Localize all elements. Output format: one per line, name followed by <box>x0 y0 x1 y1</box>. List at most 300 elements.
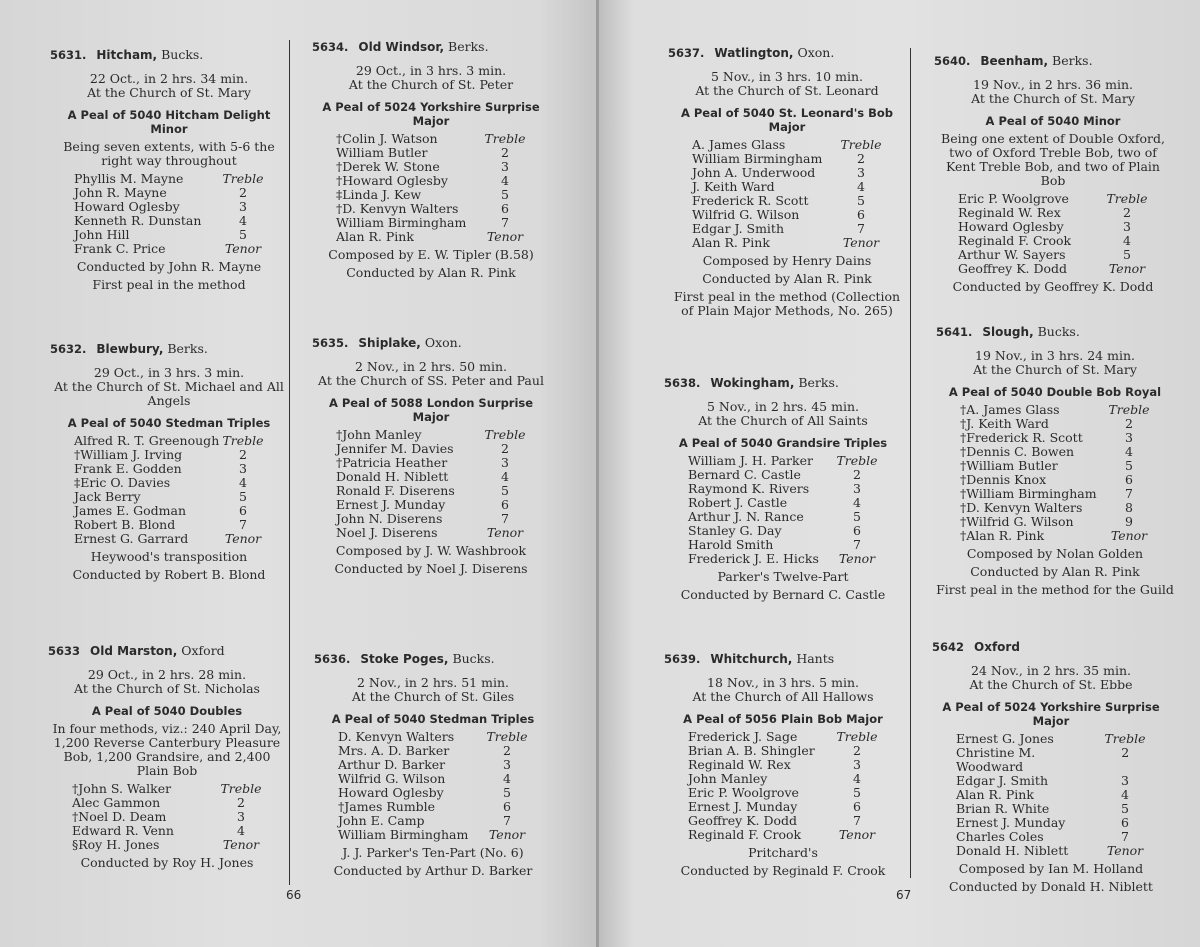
ringer-row <box>72 824 262 838</box>
ringer-name: Mrs. A. D. Barker <box>338 743 450 758</box>
peal-footnote: Composed by E. W. Tipler (B.58) <box>328 247 534 262</box>
ringer-row <box>336 132 526 146</box>
ringer-row <box>74 228 264 242</box>
ringer-name: D. Kenvyn Walters <box>338 729 455 744</box>
peal-footnote: Composed by Ian M. Holland <box>958 861 1144 876</box>
bell-position: 2 <box>501 441 509 456</box>
bell-position: Treble <box>220 781 262 796</box>
peal-heading <box>50 48 288 62</box>
ringer-name: John Manley <box>688 771 768 786</box>
bell-position: Treble <box>1106 191 1148 206</box>
ringer-name: Reginald F. Crook <box>958 233 1072 248</box>
ringer-list <box>74 434 288 546</box>
peal-date: 2 Nov., in 2 hrs. 51 min. <box>357 675 509 690</box>
bell-position: 6 <box>1125 472 1133 487</box>
ringer-name: John E. Camp <box>338 813 425 828</box>
ringer-name: †Frederick R. Scott <box>960 430 1083 445</box>
peal-church: At the Church of St. Ebbe <box>969 677 1133 692</box>
peal-record <box>932 640 1170 894</box>
peal-place: Wokingham, <box>710 376 795 390</box>
bell-position: 5 <box>853 785 861 800</box>
ringer-name: Edgar J. Smith <box>692 221 785 236</box>
ringer-name: Jack Berry <box>74 489 141 504</box>
peal-footnote: Conducted by John R. Mayne <box>76 259 262 274</box>
ringer-name: Charles Coles <box>956 829 1044 844</box>
bell-position: 4 <box>501 173 509 188</box>
ringer-name: ‡Linda J. Kew <box>336 187 422 202</box>
bell-position: 5 <box>503 785 511 800</box>
ringer-row <box>692 194 882 208</box>
ringer-row <box>688 538 878 552</box>
ringer-name: †Colin J. Watson <box>336 131 438 146</box>
peal-record <box>312 40 550 280</box>
ringer-row <box>336 216 526 230</box>
ringer-row <box>688 814 878 828</box>
peal-date: 29 Oct., in 3 hrs. 3 min. <box>355 63 507 78</box>
peal-footnote: First peal in the method for the Guild <box>936 582 1174 597</box>
ringer-name: Jennifer M. Davies <box>336 441 454 456</box>
peal-church: At the Church of All Saints <box>698 413 868 428</box>
ringer-row <box>336 470 526 484</box>
ringer-name: Donald H. Niblett <box>336 469 449 484</box>
ringer-name: A. James Glass <box>692 137 786 152</box>
ringer-row <box>74 448 264 462</box>
bell-position: 3 <box>239 461 247 476</box>
ringer-row <box>338 786 528 800</box>
ringer-row <box>956 802 1146 816</box>
ringer-name: William Birmingham <box>336 215 467 230</box>
ringer-row <box>338 814 528 828</box>
peal-heading <box>314 652 552 666</box>
ringer-list <box>956 732 1170 858</box>
ringer-row <box>692 166 882 180</box>
peal-record <box>314 652 552 878</box>
peal-date: 18 Nov., in 3 hrs. 5 min. <box>707 675 859 690</box>
ringer-name: Arthur W. Sayers <box>958 247 1066 262</box>
peal-record <box>50 342 288 582</box>
bell-position: 3 <box>857 165 865 180</box>
bell-position: Treble <box>484 131 526 146</box>
ringer-list <box>688 454 902 566</box>
peal-number: 5634. <box>312 40 349 54</box>
ringer-name: John N. Diserens <box>336 511 443 526</box>
bell-position: Tenor <box>1108 261 1146 276</box>
ringer-list <box>692 138 906 250</box>
peal-footnote: Conducted by Donald H. Niblett <box>949 879 1153 894</box>
ringer-row <box>74 242 264 256</box>
peal-county: Bucks. <box>448 651 495 666</box>
ringer-row <box>960 459 1150 473</box>
peal-footnote: Parker's Twelve-Part <box>717 569 849 584</box>
ringer-row <box>338 800 528 814</box>
bell-position: 3 <box>239 199 247 214</box>
peal-county: Berks. <box>794 375 839 390</box>
peal-heading <box>312 336 550 350</box>
ringer-row <box>958 262 1148 276</box>
ringer-row <box>692 152 882 166</box>
peal-record <box>664 376 902 602</box>
peal-footnote: Conducted by Roy H. Jones <box>80 855 254 870</box>
ringer-row <box>960 473 1150 487</box>
bell-position: 4 <box>503 771 511 786</box>
peal-place: Old Windsor, <box>358 40 445 54</box>
peal-number: 5631. <box>50 48 87 62</box>
ringer-row <box>688 510 878 524</box>
peal-footnote: First peal in the method <box>92 277 246 292</box>
peal-title: A Peal of 5040 Minor <box>985 114 1121 128</box>
ringer-row <box>960 445 1150 459</box>
peal-footnote: Conducted by Alan R. Pink <box>702 271 872 286</box>
bell-position: 4 <box>1125 444 1133 459</box>
ringer-name: Reginald W. Rex <box>688 757 791 772</box>
peal-place: Oxford <box>974 640 1020 654</box>
peal-date: 24 Nov., in 2 hrs. 35 min. <box>971 663 1131 678</box>
ringer-row <box>688 552 878 566</box>
bell-position: Treble <box>486 729 528 744</box>
ringer-row <box>336 146 526 160</box>
peal-date: 5 Nov., in 3 hrs. 10 min. <box>711 69 863 84</box>
bell-position: Treble <box>836 453 878 468</box>
peal-church: At the Church of St. Giles <box>351 689 515 704</box>
ringer-name: Alec Gammon <box>72 795 161 810</box>
peal-place: Hitcham, <box>96 48 158 62</box>
ringer-row <box>336 498 526 512</box>
peal-title: A Peal of 5040 Grandsire Triples <box>678 436 888 450</box>
ringer-name: †Derek W. Stone <box>336 159 440 174</box>
bell-position: 6 <box>857 207 865 222</box>
peal-county: Oxon. <box>420 335 462 350</box>
peal-county: Berks. <box>163 341 208 356</box>
ringer-name: Howard Oglesby <box>74 199 180 214</box>
ringer-list <box>74 172 288 256</box>
bell-position: 4 <box>853 495 861 510</box>
ringer-name: Alan R. Pink <box>336 229 414 244</box>
peal-church: At the Church of St. Peter <box>348 77 514 92</box>
ringer-row <box>688 468 878 482</box>
bell-position: 7 <box>239 517 247 532</box>
peal-footnote: Conducted by Alan R. Pink <box>346 265 516 280</box>
ringer-name: Wilfrid G. Wilson <box>338 771 446 786</box>
peal-church: At the Church of SS. Peter and Paul <box>318 373 544 388</box>
ringer-row <box>74 504 264 518</box>
ringer-name: Ernest J. Munday <box>956 815 1066 830</box>
ringer-name: †William Butler <box>960 458 1058 473</box>
ringer-row <box>956 746 1146 774</box>
ringer-name: Frank C. Price <box>74 241 166 256</box>
peal-place: Stoke Poges, <box>360 652 449 666</box>
peal-date: 22 Oct., in 2 hrs. 34 min. <box>89 71 249 86</box>
ringer-row <box>958 248 1148 262</box>
peal-title: A Peal of 5040 Doubles <box>91 704 243 718</box>
bell-position: 5 <box>501 483 509 498</box>
bell-position: Tenor <box>224 241 262 256</box>
ringer-row <box>958 192 1148 206</box>
ringer-name: †Dennis Knox <box>960 472 1047 487</box>
peal-record <box>48 644 286 870</box>
ringer-row <box>692 208 882 222</box>
peal-title: A Peal of 5040 St. Leonard's Bob Major <box>680 106 894 134</box>
peal-number: 5642 <box>932 640 965 654</box>
peal-footnote: Conducted by Geoffrey K. Dodd <box>952 279 1154 294</box>
bell-position: 3 <box>853 757 861 772</box>
bell-position: 2 <box>1121 745 1130 760</box>
peal-church: At the Church of St. Mary <box>87 85 251 100</box>
bell-position: 2 <box>1125 416 1133 431</box>
peal-record <box>312 336 550 576</box>
bell-position: Treble <box>840 137 882 152</box>
bell-position: 5 <box>1121 801 1129 816</box>
bell-position: 6 <box>239 503 247 518</box>
ringer-name: †William Birmingham <box>960 486 1097 501</box>
ringer-name: Wilfrid G. Wilson <box>692 207 800 222</box>
peal-church: At the Church of St. Leonard <box>695 83 879 98</box>
ringer-row <box>74 518 264 532</box>
ringer-row <box>960 501 1150 515</box>
peal-heading <box>932 640 1170 654</box>
ringer-row <box>688 482 878 496</box>
ringer-name: Brian R. White <box>956 801 1050 816</box>
peal-heading <box>664 652 902 666</box>
ringer-name: †John Manley <box>336 427 422 442</box>
bell-position: 6 <box>853 799 861 814</box>
ringer-row <box>336 230 526 244</box>
peal-note: In four methods, viz.: 240 April Day, 1,200 Reverse Canterbury Pleasure Bob, 1,200 Grandsire, and 2,400 Plain Bob <box>52 721 282 778</box>
peal-church: At the Church of St. Michael and All Angels <box>54 379 284 408</box>
bell-position: Treble <box>484 427 526 442</box>
ringer-row <box>336 456 526 470</box>
ringer-name: John A. Underwood <box>692 165 816 180</box>
bell-position: 7 <box>857 221 865 236</box>
ringer-row <box>958 220 1148 234</box>
ringer-name: Geoffrey K. Dodd <box>688 813 798 828</box>
bell-position: 4 <box>237 823 245 838</box>
bell-position: 4 <box>239 213 247 228</box>
bell-position: 5 <box>1125 458 1133 473</box>
ringer-row <box>692 222 882 236</box>
ringer-row <box>336 188 526 202</box>
ringer-row <box>960 487 1150 501</box>
ringer-name: John R. Mayne <box>74 185 167 200</box>
peal-title: A Peal of 5040 Hitcham Delight Minor <box>67 108 271 136</box>
column-rule-right <box>910 48 911 878</box>
ringer-name: †A. James Glass <box>960 402 1060 417</box>
peal-number: 5638. <box>664 376 701 390</box>
page-number-left: 66 <box>286 888 302 902</box>
ringer-row <box>336 512 526 526</box>
peal-date: 29 Oct., in 3 hrs. 3 min. <box>93 365 245 380</box>
ringer-row <box>692 180 882 194</box>
ringer-name: Robert J. Castle <box>688 495 788 510</box>
peal-number: 5639. <box>664 652 701 666</box>
peal-date: 19 Nov., in 3 hrs. 24 min. <box>975 348 1135 363</box>
bell-position: 2 <box>239 447 247 462</box>
bell-position: 5 <box>501 187 509 202</box>
ringer-name: Ernest J. Munday <box>688 799 798 814</box>
ringer-row <box>956 844 1146 858</box>
peal-footnote: Conducted by Noel J. Diserens <box>334 561 528 576</box>
ringer-row <box>74 172 264 186</box>
bell-position: Tenor <box>838 551 876 566</box>
bell-position: 6 <box>503 799 511 814</box>
ringer-row <box>336 442 526 456</box>
peal-note: Being one extent of Double Oxford, two of Oxford Treble Bob, two of Kent Treble Bob, and two of Plain Bob <box>941 131 1165 188</box>
peal-date: 29 Oct., in 2 hrs. 28 min. <box>87 667 247 682</box>
ringer-name: Alan R. Pink <box>692 235 770 250</box>
bell-position: 3 <box>853 481 861 496</box>
bell-position: 3 <box>501 455 509 470</box>
ringer-name: Robert B. Blond <box>74 517 176 532</box>
bell-position: 2 <box>503 743 511 758</box>
ringer-row <box>956 816 1146 830</box>
bell-position: Tenor <box>838 827 876 842</box>
bell-position: Tenor <box>488 827 526 842</box>
ringer-row <box>692 236 882 250</box>
bell-position: 2 <box>857 151 865 166</box>
ringer-row <box>956 732 1146 746</box>
bell-position: Treble <box>1108 402 1150 417</box>
ringer-name: William Birmingham <box>692 151 823 166</box>
peal-church: At the Church of St. Nicholas <box>74 681 260 696</box>
ringer-row <box>956 830 1146 844</box>
ringer-row <box>74 462 264 476</box>
ringer-name: Howard Oglesby <box>338 785 444 800</box>
ringer-row <box>336 202 526 216</box>
peal-place: Slough, <box>982 325 1034 339</box>
ringer-name: Reginald W. Rex <box>958 205 1061 220</box>
ringer-name: Eric P. Woolgrove <box>688 785 799 800</box>
peal-footnote: Conducted by Reginald F. Crook <box>680 863 886 878</box>
peal-footnote: Composed by J. W. Washbrook <box>335 543 527 558</box>
ringer-row <box>338 828 528 842</box>
peal-county: Oxon. <box>793 45 835 60</box>
ringer-name: Kenneth R. Dunstan <box>74 213 202 228</box>
column-rule-left <box>289 40 290 885</box>
ringer-list <box>336 428 550 540</box>
ringer-row <box>688 454 878 468</box>
ringer-name: †Patricia Heather <box>336 455 448 470</box>
ringer-name: Ernest G. Jones <box>956 731 1054 746</box>
peal-title: A Peal of 5040 Stedman Triples <box>67 416 271 430</box>
ringer-name: James E. Godman <box>74 503 187 518</box>
peal-title: A Peal of 5040 Stedman Triples <box>331 712 535 726</box>
bell-position: 8 <box>1125 500 1133 515</box>
bell-position: 5 <box>1123 247 1131 262</box>
ringer-name: Raymond K. Rivers <box>688 481 810 496</box>
bell-position: 6 <box>853 523 861 538</box>
peal-title: A Peal of 5024 Yorkshire Surprise Major <box>322 100 540 128</box>
ringer-row <box>338 744 528 758</box>
peal-heading <box>936 325 1174 339</box>
peal-county: Bucks. <box>157 47 204 62</box>
ringer-name: †William J. Irving <box>74 447 183 462</box>
ringer-row <box>74 200 264 214</box>
ringer-list <box>336 132 550 244</box>
peal-number: 5636. <box>314 652 351 666</box>
ringer-row <box>336 174 526 188</box>
peal-county: Berks. <box>1048 53 1093 68</box>
bell-position: 5 <box>239 489 247 504</box>
ringer-name: ‡Eric O. Davies <box>74 475 171 490</box>
peal-place: Watlington, <box>714 46 794 60</box>
bell-position: 3 <box>237 809 245 824</box>
peal-record <box>668 46 906 318</box>
bell-position: 5 <box>857 193 865 208</box>
ringer-name: †D. Kenvyn Walters <box>960 500 1083 515</box>
ringer-row <box>688 800 878 814</box>
ringer-row <box>956 788 1146 802</box>
peal-place: Shiplake, <box>358 336 421 350</box>
bell-position: 7 <box>1121 829 1129 844</box>
ringer-row <box>338 758 528 772</box>
bell-position: 2 <box>853 467 861 482</box>
bell-position: Treble <box>222 171 264 186</box>
bell-position: 5 <box>853 509 861 524</box>
ringer-name: Ronald F. Diserens <box>336 483 455 498</box>
ringer-row <box>688 744 878 758</box>
bell-position: 5 <box>239 227 247 242</box>
peal-church: At the Church of St. Mary <box>971 91 1135 106</box>
ringer-row <box>74 490 264 504</box>
ringer-name: †John S. Walker <box>72 781 172 796</box>
peal-footnote: First peal in the method (Collection of Plain Major Methods, No. 265) <box>673 289 901 318</box>
bell-position: 7 <box>853 537 861 552</box>
peal-date: 19 Nov., in 2 hrs. 36 min. <box>973 77 1133 92</box>
ringer-row <box>338 730 528 744</box>
peal-title: A Peal of 5056 Plain Bob Major <box>683 712 883 726</box>
bell-position: 4 <box>1121 787 1129 802</box>
ringer-name: Phyllis M. Mayne <box>74 171 184 186</box>
peal-title: A Peal of 5088 London Surprise Major <box>328 396 534 424</box>
ringer-name: Edgar J. Smith <box>956 773 1049 788</box>
ringer-row <box>338 772 528 786</box>
peal-title: A Peal of 5040 Double Bob Royal <box>948 385 1162 399</box>
bell-position: 4 <box>501 469 509 484</box>
ringer-name: Edward R. Venn <box>72 823 174 838</box>
bell-position: Tenor <box>1106 843 1144 858</box>
ringer-name: †Dennis C. Bowen <box>960 444 1075 459</box>
peal-place: Beenham, <box>980 54 1049 68</box>
bell-position: Treble <box>222 433 264 448</box>
bell-position: 7 <box>1125 486 1133 501</box>
ringer-name: Arthur J. N. Rance <box>688 509 804 524</box>
ringer-name: Eric P. Woolgrove <box>958 191 1069 206</box>
peal-number: 5637. <box>668 46 705 60</box>
ringer-name: Ernest J. Munday <box>336 497 446 512</box>
bell-position: 2 <box>853 743 861 758</box>
bell-position: Treble <box>1104 731 1146 746</box>
bell-position: 7 <box>503 813 511 828</box>
ringer-name: Arthur D. Barker <box>338 757 446 772</box>
ringer-name: Frederick J. Sage <box>688 729 798 744</box>
peal-heading <box>934 54 1172 68</box>
peal-record <box>50 48 288 292</box>
bell-position: 2 <box>237 795 245 810</box>
peal-note: Being seven extents, with 5-6 the right way throughout <box>63 139 275 168</box>
ringer-list <box>338 730 552 842</box>
ringer-row <box>74 186 264 200</box>
bell-position: 2 <box>239 185 247 200</box>
ringer-row <box>72 810 262 824</box>
ringer-row <box>960 417 1150 431</box>
peal-footnote: J. J. Parker's Ten-Part (No. 6) <box>342 845 524 860</box>
ringer-name: William J. H. Parker <box>688 453 813 468</box>
ringer-row <box>960 529 1150 543</box>
ringer-list <box>688 730 902 842</box>
peal-number: 5633 <box>48 644 81 658</box>
ringer-row <box>956 774 1146 788</box>
ringer-row <box>74 214 264 228</box>
ringer-name: J. Keith Ward <box>692 179 775 194</box>
